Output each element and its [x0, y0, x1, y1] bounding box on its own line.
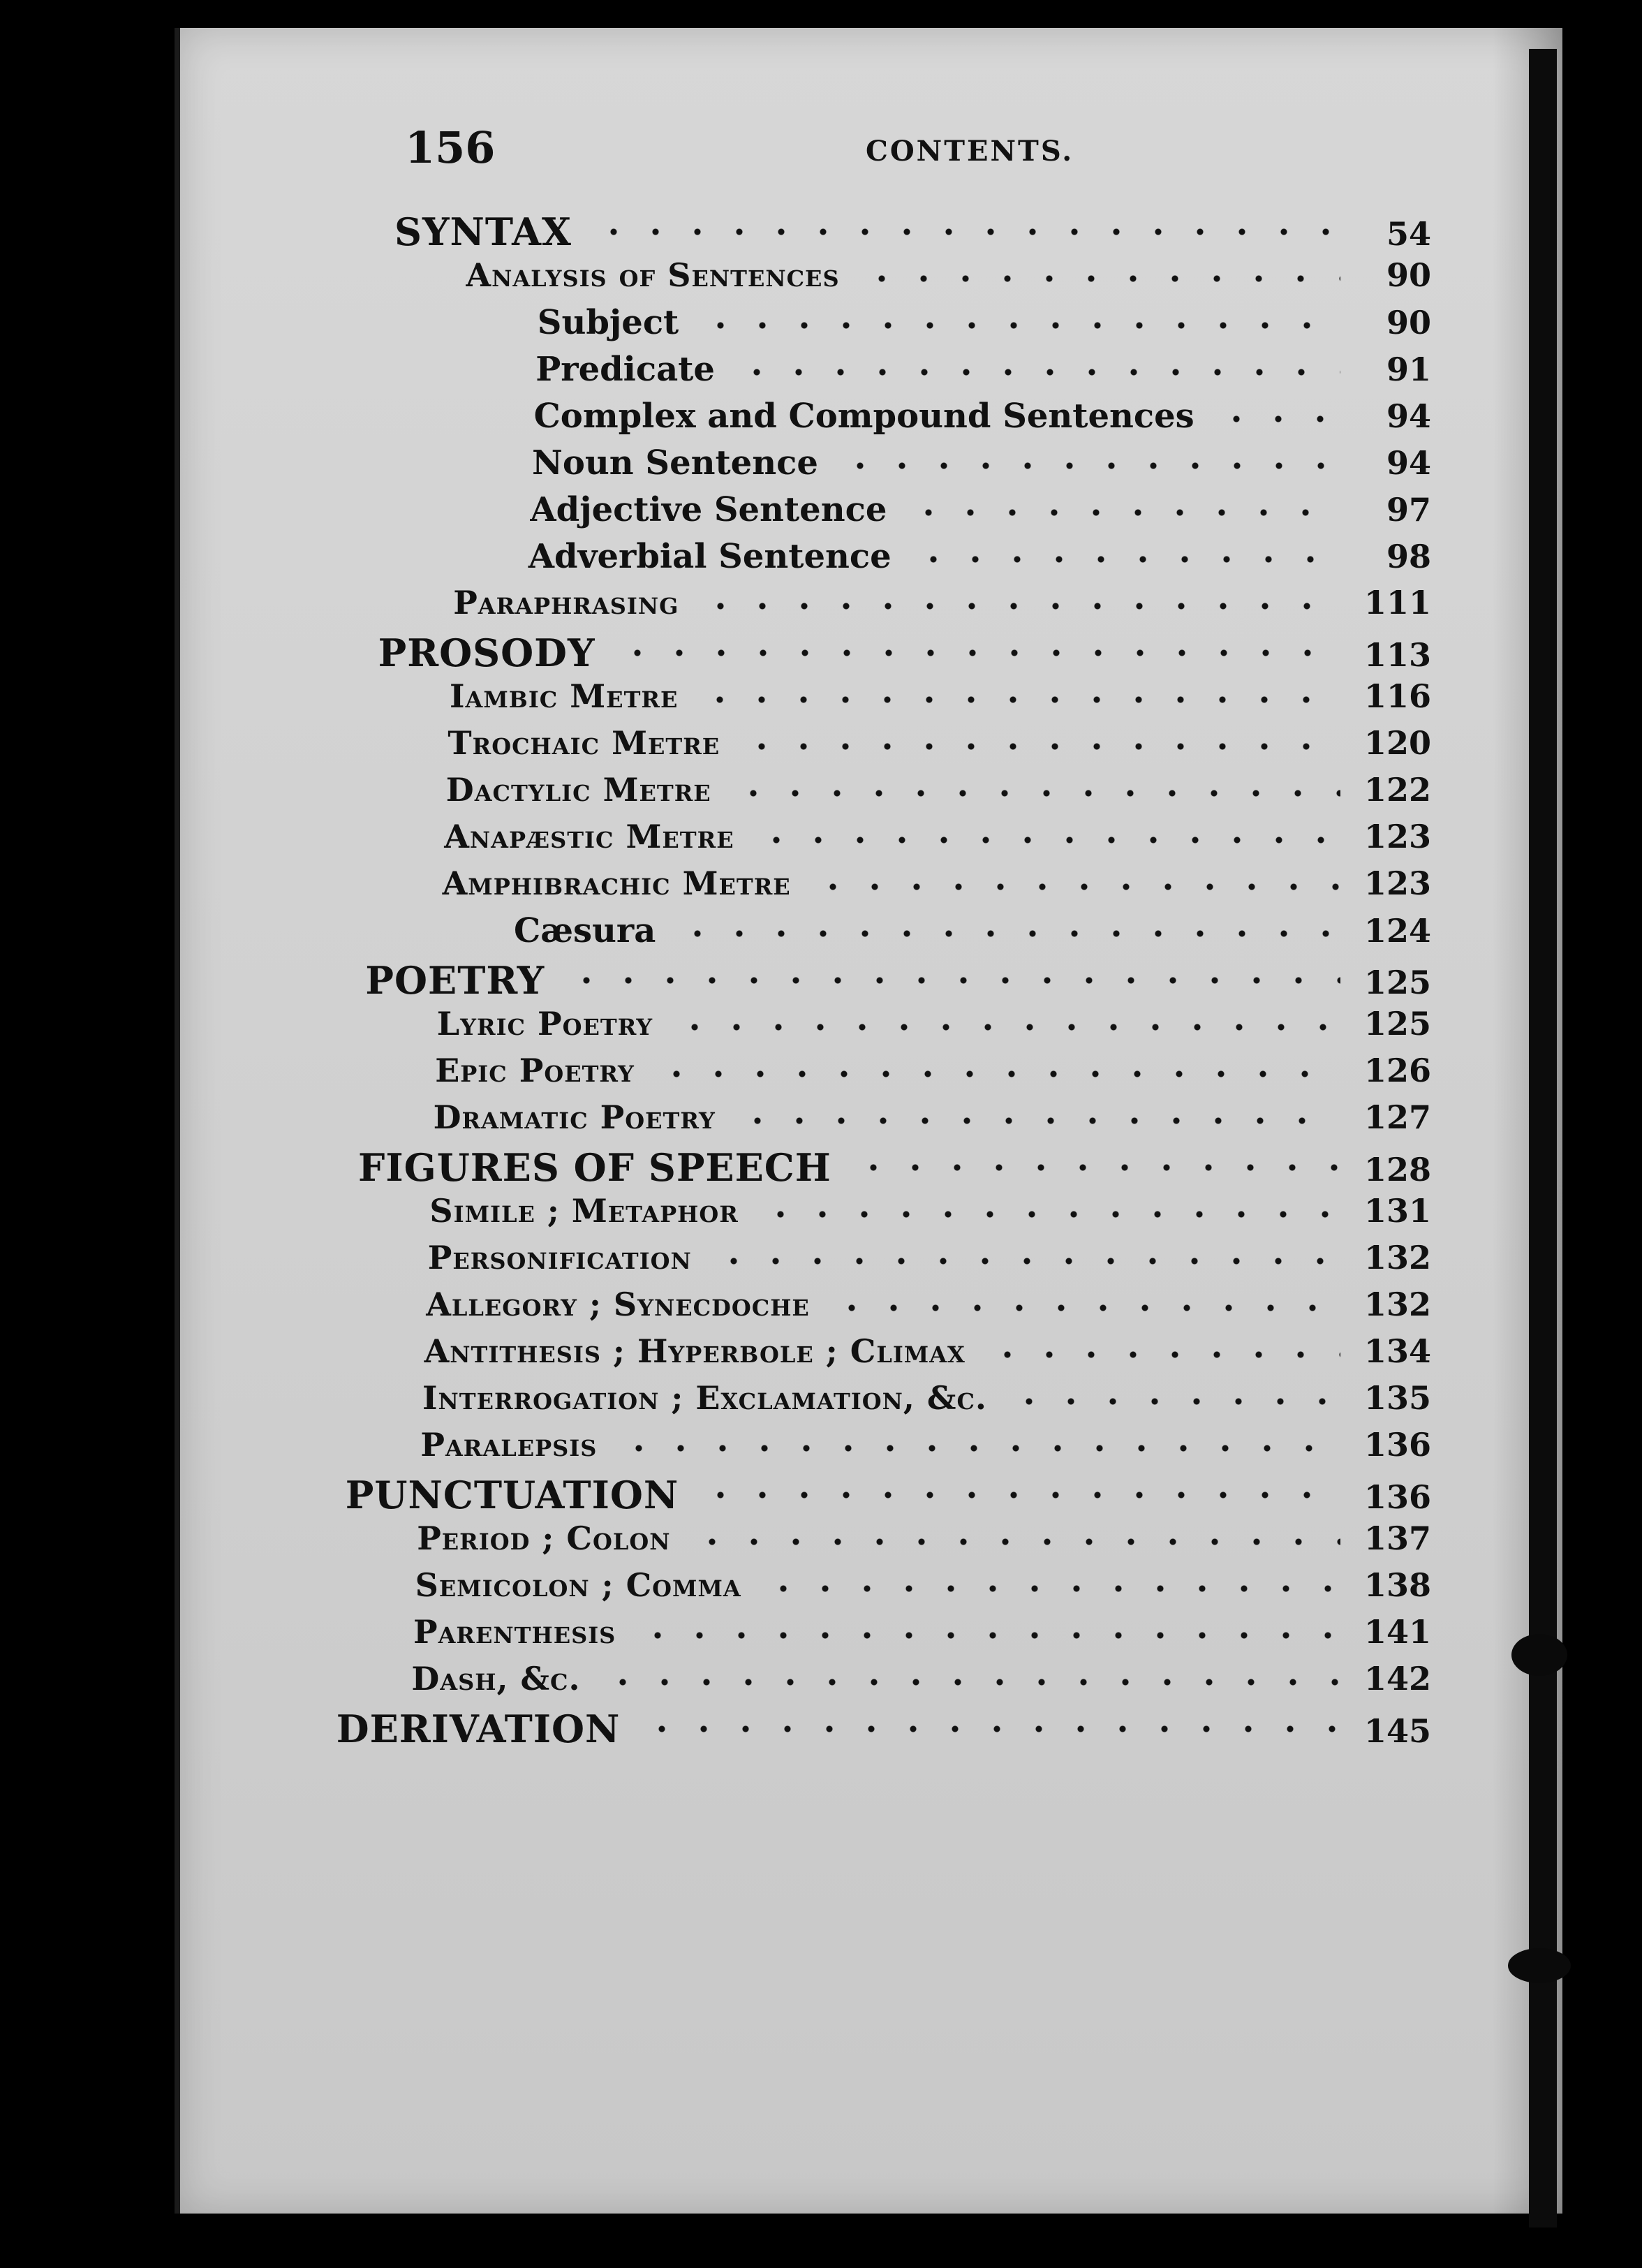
toc-entry-page: 142	[1363, 1660, 1431, 1698]
toc-entry-label: Complex and Compound Sentences	[533, 397, 1194, 436]
toc-entry-page: 120	[1363, 724, 1431, 762]
dot-leader	[861, 275, 1340, 282]
page-number: 156	[405, 122, 496, 173]
binding-mark	[1511, 1634, 1567, 1676]
dot-leader	[699, 696, 1340, 703]
toc-entry-page: 125	[1363, 1005, 1431, 1043]
dot-leader	[852, 1164, 1340, 1171]
toc-entry	[434, 1098, 1431, 1143]
toc-entry-label: Cæsura	[514, 911, 656, 950]
toc-entry-page: 141	[1363, 1613, 1431, 1651]
toc-entry	[448, 724, 1431, 769]
toc-entry	[514, 911, 1431, 956]
toc-entry-page: 135	[1363, 1379, 1431, 1417]
dot-leader	[737, 1117, 1340, 1124]
dot-leader	[732, 790, 1340, 797]
toc-entry-page: 97	[1386, 491, 1431, 529]
toc-entry-label: FIGURES OF SPEECH	[358, 1145, 831, 1190]
dot-leader	[565, 977, 1340, 984]
toc-entry-label: Allegory ; Synecdoche	[426, 1286, 810, 1323]
dot-leader	[713, 1258, 1340, 1265]
toc-entry	[444, 818, 1431, 862]
dot-leader	[700, 1492, 1340, 1498]
dot-leader	[637, 1632, 1340, 1639]
toc-entry-page: 94	[1386, 444, 1431, 482]
dot-leader	[755, 837, 1340, 844]
toc-entry	[417, 1519, 1431, 1564]
toc-entry-page: 123	[1363, 864, 1431, 902]
toc-entry	[435, 1052, 1431, 1096]
toc-entry	[415, 1566, 1431, 1611]
toc-entry	[413, 1613, 1431, 1658]
dot-leader	[676, 930, 1340, 937]
toc-entry-label: PUNCTUATION	[345, 1473, 679, 1517]
toc-entry-label: Anapæstic Metre	[444, 818, 734, 855]
toc-entry	[534, 397, 1431, 441]
toc-entry-page: 125	[1363, 964, 1431, 1001]
toc-entry-label: Lyric Poetry	[436, 1005, 653, 1043]
toc-entry-label: Parenthesis	[413, 1613, 616, 1651]
toc-entry-label: Trochaic Metre	[448, 724, 720, 762]
toc-entry-page: 94	[1386, 397, 1431, 435]
toc-entry-label: Predicate	[535, 350, 715, 389]
toc-entry-page: 91	[1386, 351, 1431, 388]
dot-leader	[700, 322, 1340, 329]
toc-entry-label: Analysis of Sentences	[466, 256, 840, 294]
dot-leader	[618, 1445, 1340, 1452]
toc-entry	[532, 443, 1431, 488]
toc-entry	[420, 1426, 1431, 1471]
toc-entry-label: Paraphrasing	[453, 584, 679, 621]
toc-entry-label: Period ; Colon	[417, 1519, 671, 1557]
toc-entry	[443, 864, 1431, 909]
toc-entry	[336, 1707, 1431, 1751]
toc-entry-page: 54	[1386, 215, 1431, 253]
toc-entry-page: 136	[1363, 1478, 1431, 1516]
toc-entry	[346, 1473, 1431, 1517]
dot-leader	[741, 743, 1340, 750]
toc-entry	[453, 584, 1431, 628]
dot-leader	[602, 1679, 1340, 1686]
toc-entry-label: Noun Sentence	[532, 443, 818, 483]
toc-entry-page: 131	[1363, 1192, 1431, 1230]
dot-leader	[760, 1211, 1340, 1218]
toc-entry-label: Interrogation ; Exclamation, &c.	[422, 1379, 987, 1417]
toc-entry	[411, 1660, 1431, 1704]
toc-entry	[466, 256, 1431, 301]
toc-entry-label: Iambic Metre	[450, 677, 679, 715]
dot-leader	[908, 509, 1340, 516]
toc-entry-page: 138	[1363, 1566, 1431, 1604]
dot-leader	[641, 1725, 1340, 1732]
toc-entry-page: 136	[1363, 1426, 1431, 1464]
toc-entry-label: Amphibrachic Metre	[442, 864, 791, 902]
toc-entry-page: 132	[1363, 1239, 1431, 1276]
toc-entry	[429, 1192, 1431, 1237]
dot-leader	[839, 462, 1340, 469]
dot-leader	[700, 603, 1340, 610]
dot-leader	[674, 1024, 1340, 1031]
toc-entry-label: Subject	[537, 303, 679, 342]
toc-entry-page: 132	[1363, 1286, 1431, 1323]
toc-entry-label: Antithesis ; Hyperbole ; Climax	[424, 1332, 966, 1370]
toc-entry-label: POETRY	[365, 958, 545, 1003]
dot-leader	[1215, 415, 1340, 422]
toc-entry	[538, 303, 1431, 348]
dot-leader	[812, 883, 1340, 890]
page-title: CONTENTS.	[866, 135, 1074, 168]
toc-entry-page: 98	[1386, 538, 1431, 575]
toc-entry-page: 90	[1386, 256, 1431, 294]
dot-leader	[762, 1585, 1340, 1592]
toc-entry-label: Adjective Sentence	[530, 490, 887, 529]
dot-leader	[691, 1538, 1340, 1545]
toc-entry-label: Dramatic Poetry	[433, 1098, 716, 1136]
toc-entry-page: 128	[1363, 1151, 1431, 1188]
toc-entry-label: Dactylic Metre	[445, 771, 711, 809]
toc-entry	[446, 771, 1431, 816]
dot-leader	[616, 649, 1340, 656]
toc-entry	[450, 677, 1431, 722]
toc-entry-label: Simile ; Metaphor	[429, 1192, 739, 1230]
toc-entry	[365, 958, 1431, 1003]
toc-entry-page: 122	[1363, 771, 1431, 809]
toc-entry-page: 111	[1363, 584, 1431, 621]
toc-entry-page: 134	[1363, 1332, 1431, 1370]
toc-entry-page: 126	[1363, 1052, 1431, 1089]
toc-entry-label: Dash, &c.	[411, 1660, 581, 1698]
toc-entry	[424, 1332, 1431, 1377]
toc-entry-label: Adverbial Sentence	[528, 537, 892, 576]
toc-entry-page: 145	[1363, 1712, 1431, 1750]
toc-entry-page: 123	[1363, 818, 1431, 855]
toc-entry	[378, 631, 1431, 675]
toc-entry-page: 113	[1363, 636, 1431, 674]
dot-leader	[1008, 1398, 1340, 1405]
toc-entry	[530, 490, 1431, 535]
dot-leader	[986, 1351, 1340, 1358]
toc-entry	[358, 1145, 1431, 1190]
toc-entry	[394, 209, 1431, 254]
toc-entry-label: DERIVATION	[336, 1707, 621, 1751]
toc-entry-page: 127	[1363, 1098, 1431, 1136]
binding-mark	[1508, 1948, 1571, 1983]
dot-leader	[831, 1304, 1340, 1311]
toc-entry-label: SYNTAX	[394, 209, 572, 254]
toc-entry-label: PROSODY	[378, 631, 596, 675]
toc-entry	[528, 537, 1431, 582]
dot-leader	[593, 228, 1340, 235]
toc-entry-label: Personification	[427, 1239, 692, 1276]
toc-entry	[426, 1286, 1431, 1330]
toc-entry-label: Paralepsis	[420, 1426, 598, 1464]
toc-entry	[535, 350, 1431, 395]
toc-entry-page: 137	[1363, 1519, 1431, 1557]
toc-entry-page: 90	[1386, 304, 1431, 341]
dot-leader	[912, 556, 1340, 563]
toc-entry	[428, 1239, 1431, 1283]
page-header	[223, 122, 1445, 185]
toc-entry	[437, 1005, 1431, 1050]
book-spine	[1529, 49, 1557, 2228]
toc-entry-label: Epic Poetry	[435, 1052, 635, 1089]
toc-entry	[422, 1379, 1431, 1424]
toc-entry-page: 116	[1363, 677, 1431, 715]
toc-entry-label: Semicolon ; Comma	[415, 1566, 741, 1604]
dot-leader	[736, 369, 1340, 376]
toc-entry-page: 124	[1363, 912, 1431, 950]
dot-leader	[656, 1070, 1340, 1077]
